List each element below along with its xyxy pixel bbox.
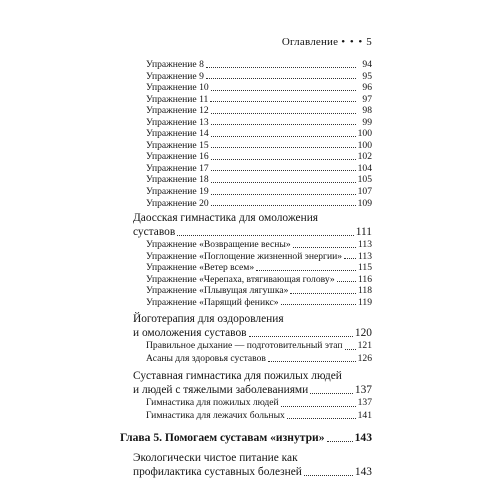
dot-leader	[281, 304, 356, 305]
toc-entry-label: Упражнение 19	[146, 186, 209, 198]
toc-entry-page: 109	[357, 197, 372, 209]
toc-entry-label: Упражнение 15	[146, 139, 209, 151]
dot-leader	[211, 170, 356, 171]
chapter-page: 143	[354, 431, 372, 445]
toc-entry-label: Упражнение «Ветер всем»	[146, 262, 255, 274]
section-title-line2: суставов	[133, 225, 176, 238]
toc-entry[interactable]	[120, 340, 372, 352]
dot-leader	[211, 182, 356, 183]
toc-entry-page: 141	[357, 409, 372, 421]
toc-entry-label: Упражнение «Черепаха, втягивающая голову»	[146, 273, 335, 285]
toc-entry[interactable]	[120, 397, 372, 409]
toc-entry-label: Упражнение «Поглощение жизненной энергии»	[146, 250, 343, 262]
toc-entry-page: 99	[362, 116, 372, 128]
toc-section-daoist[interactable]	[120, 212, 372, 239]
toc-entry[interactable]	[120, 353, 372, 365]
toc-entry-label: Упражнение 16	[146, 151, 209, 163]
toc-entry-page: 118	[357, 285, 372, 297]
toc-entry[interactable]	[120, 82, 372, 94]
toc-entry[interactable]	[120, 198, 372, 210]
dot-leader	[211, 124, 356, 125]
toc-entry[interactable]	[120, 105, 372, 117]
dot-leader	[327, 441, 353, 442]
toc-entry-page: 116	[357, 273, 372, 285]
section-title-line2: профилактика суставных болезней	[133, 465, 302, 478]
toc-entry-label: Гимнастика для лежачих больных	[146, 409, 285, 421]
toc-entry[interactable]	[120, 410, 372, 422]
dot-leader	[206, 78, 356, 79]
toc-entry-label: Упражнение 9	[146, 70, 204, 82]
dot-leader	[256, 270, 356, 271]
dot-leader	[293, 247, 356, 248]
section-page: 143	[354, 465, 372, 478]
toc-entry-page: 107	[357, 186, 372, 198]
dot-leader	[211, 159, 356, 160]
dot-leader	[210, 101, 356, 102]
section-title-line1: Суставная гимнастика для пожилых людей	[133, 370, 342, 383]
header-page-number: 5	[366, 36, 372, 48]
toc-entry-label: Упражнение 12	[146, 105, 209, 117]
toc-entry[interactable]	[120, 163, 372, 175]
dot-leader	[337, 281, 356, 282]
toc-entry-label: Асаны для здоровья суставов	[146, 352, 266, 364]
dot-leader	[206, 67, 356, 68]
subsection-list-yoga	[120, 340, 372, 365]
toc-entry-page: 137	[357, 397, 372, 409]
toc-section-nutrition[interactable]	[120, 452, 372, 479]
toc-entry[interactable]	[120, 128, 372, 140]
toc-entry-page: 113	[357, 239, 372, 251]
toc-entry-page: 113	[357, 250, 372, 262]
toc-chapter-5[interactable]	[120, 431, 372, 445]
toc-entry[interactable]	[120, 262, 372, 274]
toc-entry-label: Упражнение «Плывущая лягушка»	[146, 285, 289, 297]
toc-entry-page: 104	[357, 162, 372, 174]
dot-leader	[290, 293, 356, 294]
chapter-title: Глава 5. Помогаем суставам «изнутри»	[120, 431, 325, 445]
toc-entry[interactable]	[120, 274, 372, 286]
toc-entry[interactable]	[120, 71, 372, 83]
dot-leader	[177, 235, 354, 236]
toc-entry[interactable]	[120, 239, 372, 251]
section-title-line2: и людей с тяжелыми заболеваниями	[133, 383, 309, 396]
toc-entry[interactable]	[120, 59, 372, 71]
dot-leader	[211, 205, 356, 206]
toc-entry[interactable]	[120, 140, 372, 152]
toc-entry[interactable]	[120, 285, 372, 297]
exercise-list-a	[120, 59, 372, 209]
dot-leader	[310, 393, 353, 394]
toc-entry-label: Упражнение «Парящий феникс»	[146, 296, 279, 308]
toc-entry-page: 115	[357, 262, 372, 274]
toc-entry-page: 96	[362, 82, 372, 94]
toc-entry-page: 105	[357, 174, 372, 186]
toc-entry-page: 95	[362, 70, 372, 82]
table-of-contents	[120, 59, 372, 479]
dot-leader	[345, 349, 356, 350]
toc-section-yoga[interactable]	[120, 313, 372, 340]
toc-entry-page: 94	[362, 59, 372, 70]
dot-leader	[287, 418, 356, 419]
toc-entry-label: Упражнение 20	[146, 197, 209, 209]
section-title-line2: и омоложения суставов	[133, 326, 247, 339]
dot-leader	[281, 406, 356, 407]
toc-entry-label: Упражнение 10	[146, 82, 209, 94]
dot-leader	[211, 147, 356, 148]
dot-leader	[211, 194, 356, 195]
running-header	[0, 36, 372, 48]
toc-entry-page: 119	[357, 296, 372, 308]
toc-entry-page: 102	[357, 151, 372, 163]
dot-leader	[304, 475, 353, 476]
section-title-line1: Йоготерапия для оздоровления	[133, 313, 284, 326]
toc-entry[interactable]	[120, 94, 372, 106]
toc-entry-label: Упражнение 17	[146, 162, 209, 174]
dot-leader	[211, 113, 356, 114]
toc-entry-label: Упражнение 8	[146, 59, 204, 70]
section-title-line1: Даосская гимнастика для омоложения	[133, 212, 319, 225]
subsection-list-gymnastics	[120, 397, 372, 422]
toc-entry[interactable]	[120, 117, 372, 129]
dot-leader	[249, 336, 353, 337]
toc-entry-label: Правильное дыхание — подготовительный этап	[146, 340, 343, 352]
toc-entry[interactable]	[120, 297, 372, 309]
toc-entry-page: 100	[357, 139, 372, 151]
dot-leader	[211, 90, 356, 91]
toc-entry-label: Упражнение 11	[146, 93, 209, 105]
toc-entry-page: 121	[357, 340, 372, 352]
header-separator: • • •	[341, 36, 364, 48]
toc-entry-page: 97	[362, 93, 372, 105]
toc-section-gymnastics[interactable]	[120, 370, 372, 397]
toc-entry[interactable]	[120, 174, 372, 186]
header-title: Оглавление	[281, 36, 339, 48]
exercise-list-b	[120, 239, 372, 308]
toc-entry-page: 100	[357, 128, 372, 140]
toc-entry-label: Упражнение 14	[146, 128, 209, 140]
dot-leader	[344, 258, 356, 259]
toc-entry[interactable]	[120, 151, 372, 163]
dot-leader	[211, 136, 356, 137]
toc-entry[interactable]	[120, 186, 372, 198]
toc-entry-label: Упражнение 18	[146, 174, 209, 186]
toc-entry-page: 98	[362, 105, 372, 117]
toc-entry-page: 126	[357, 352, 372, 364]
section-page: 137	[354, 383, 372, 396]
toc-entry-label: Упражнение 13	[146, 116, 209, 128]
toc-entry[interactable]	[120, 251, 372, 263]
section-page: 111	[355, 225, 372, 238]
section-title-line1: Экологически чистое питание как	[133, 452, 298, 465]
toc-entry-label: Упражнение «Возвращение весны»	[146, 239, 291, 251]
section-page: 120	[354, 326, 372, 339]
dot-leader	[268, 361, 356, 362]
toc-entry-label: Гимнастика для пожилых людей	[146, 397, 279, 409]
